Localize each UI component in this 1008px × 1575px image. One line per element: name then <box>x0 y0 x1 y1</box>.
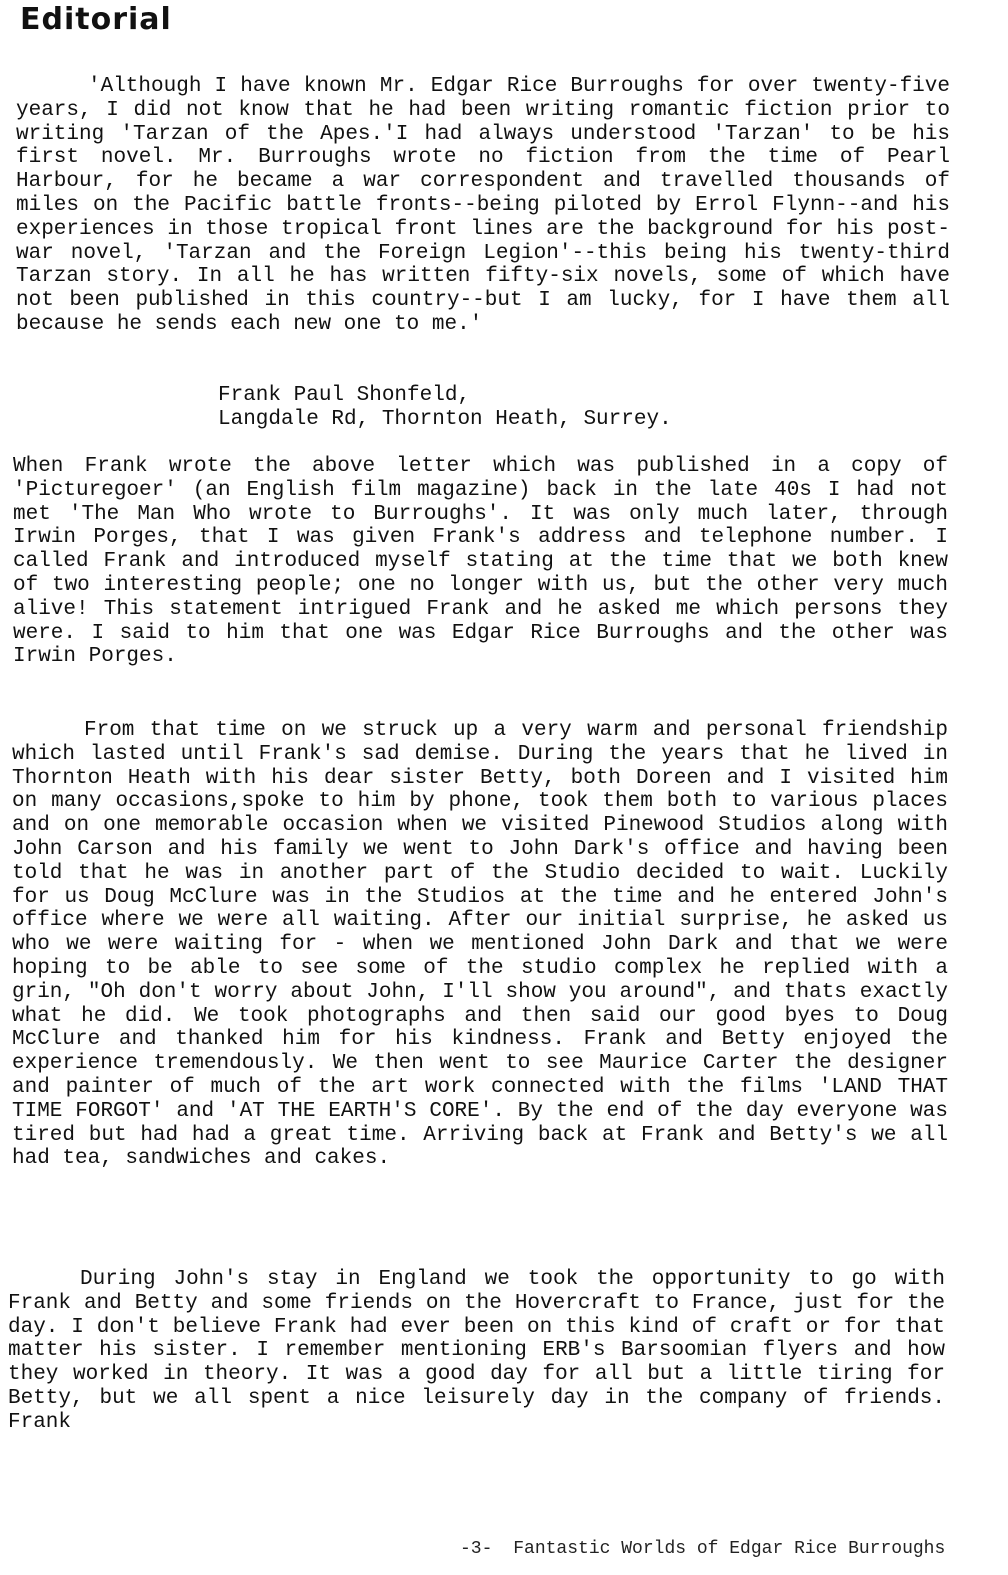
letter-signature <box>218 384 672 432</box>
page-footer <box>460 1539 945 1559</box>
signature-address: Langdale Rd, Thornton Heath, Surrey. <box>218 408 672 431</box>
publication-title: Fantastic Worlds of Edgar Rice Burroughs <box>513 1539 946 1559</box>
page-number: -3- <box>460 1539 493 1559</box>
page-heading: Editorial <box>20 2 172 37</box>
body-paragraph-3: During John's stay in England we took the opportunity to go with Frank and Betty and some friends on the Hovercraft to France, just for the day. I don't believe Frank had ever been on this kind of craft or for that matter his sister. I remember mentioning ERB's Barsoomian flyers and how they worked in theory. It was a good day for all but a little tiring for Betty, but we all spent a nice leisurely day in the company of friends. Frank <box>8 1268 945 1434</box>
signature-name: Frank Paul Shonfeld, <box>218 384 471 407</box>
body-paragraph-2: From that time on we struck up a very warm and personal friendship which lasted until Frank's sad demise. During the years that he lived in Thornton Heath with his dear sister Betty, both Doreen and I visited him on many occasions,spoke to him by phone, took them both to various places and on one memorable occasion when we visited Pinewood Studios along with John Carson and his family we went to John Dark's office and having been told that he was in another part of the Studio decided to wait. Luckily for us Doug McClure was in the Studios at the time and he entered John's office where we were all waiting. After our initial surprise, he asked us who we were waiting for - when we mentioned John Dark and that we were hoping to be able to see some of the studio complex he replied with a grin, "Oh don't worry about John, I'll show you around", and thats exactly what he did. We took photographs and then said our good byes to Doug McClure and thanked him for his kindness. Frank and Betty enjoyed the experience tremendously. We then went to see Maurice Carter the designer and painter of much of the art work connected with the films 'LAND THAT TIME FORGOT' and 'AT THE EARTH'S CORE'. By the end of the day everyone was tired but had had a great time. Arriving back at Frank and Betty's we all had tea, sandwiches and cakes. <box>12 719 948 1171</box>
body-paragraph-1: When Frank wrote the above letter which was published in a copy of 'Picturegoer' (an English film magazine) back in the late 40s I had not met 'The Man Who wrote to Burroughs'. It was only much later, through Irwin Porges, that I was given Frank's address and telephone number. I called Frank and introduced myself stating at the time that we both knew of two interesting people; one no longer with us, but the other very much alive! This statement intrigued Frank and he asked me which persons they were. I said to him that one was Edgar Rice Burroughs and the other was Irwin Porges. <box>13 455 948 669</box>
quoted-letter-paragraph: 'Although I have known Mr. Edgar Rice Burroughs for over twenty-five years, I did not know that he had been writing romantic fiction prior to writing 'Tarzan of the Apes.'I had always understood 'Tarzan' to be his first novel. Mr. Burroughs wrote no fiction from the time of Pearl Harbour, for he became a war correspondent and travelled thousands of miles on the Pacific battle fronts--being piloted by Errol Flynn--and his experiences in those tropical front lines are the background for his post-war novel, 'Tarzan and the Foreign Legion'--this being his twenty-third Tarzan story. In all he has written fifty-six novels, some of which have not been published in this country--but I am lucky, for I have them all because he sends each new one to me.' <box>16 75 950 336</box>
